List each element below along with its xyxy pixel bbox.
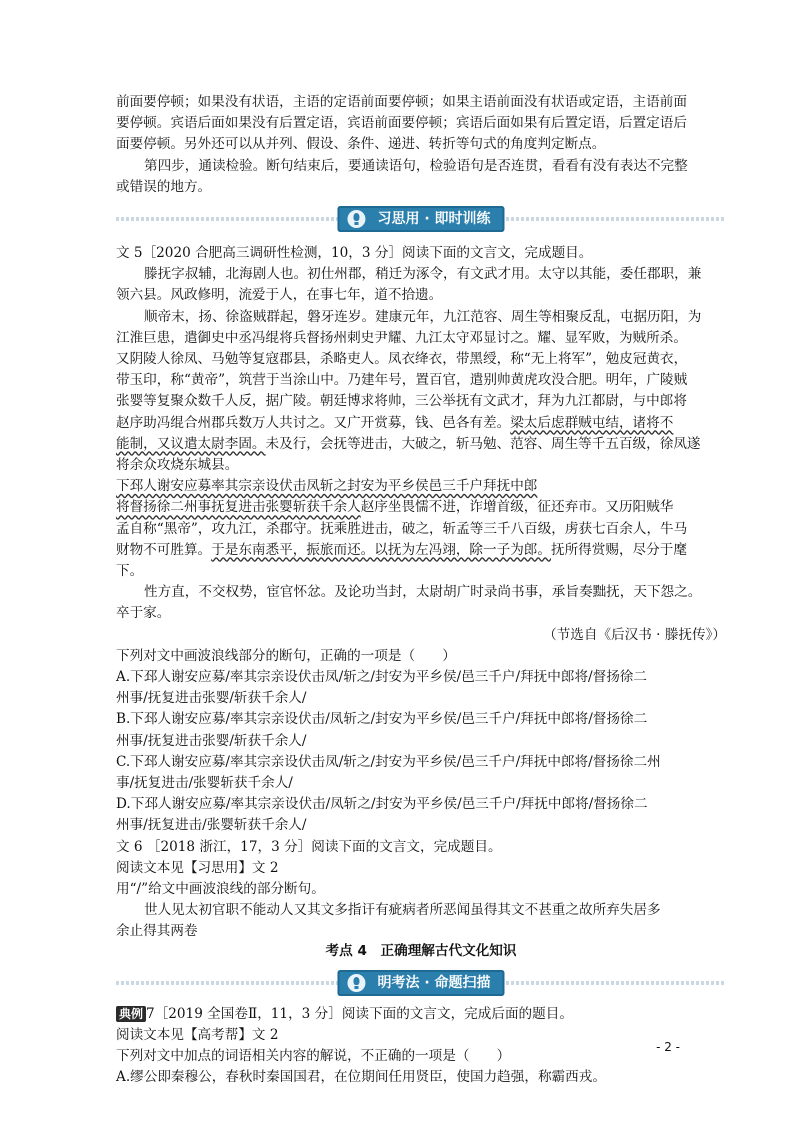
intro-line: 要停顿。宾语后面如果没有后置定语，宾语前面要停顿；宾语后面如果有后置定语，后置定语后 xyxy=(116,115,687,132)
banner-tab xyxy=(337,206,504,232)
q5-paragraph-line: 张婴等复聚众数千人反，据广陵。朝廷博求将帅，三公举抚有文武才，拜为九江都尉，与中郎将 xyxy=(116,393,687,410)
q5-option-d[interactable]: D.下邳人谢安应募/率其宗亲设伏击/凤斩之/封安为平乡侯/邑三千户/拜抚中郎将/督扬徐二 xyxy=(116,796,648,813)
q6-instruction: 用“/”给文中画波浪线的部分断句。 xyxy=(116,881,325,897)
q5-option-b-cont: 州事/抚复进击张婴/斩获千余人/ xyxy=(116,732,307,749)
q6-header: 文 6 ［2018 浙江，17，3 分］阅读下面的文言文，完成题目。 xyxy=(116,838,502,855)
ex7-header-text: 7［2019 全国卷Ⅱ，11，3 分］阅读下面的文言文，完成后面的题目。 xyxy=(146,1005,573,1022)
ex7-reference: 阅读文本见【高考帮】文 2 xyxy=(116,1027,279,1043)
q6-passage-line: 余止得其两卷 xyxy=(116,923,198,940)
q5-paragraph-line: 卒于家。 xyxy=(116,605,171,622)
q5-paragraph-line: 又阴陵人徐凤、马勉等复寇郡县，杀略吏人。凤衣绛衣，带黑绶，称“无上将军”，勉皮冠黄衣， xyxy=(116,351,688,367)
ex7-option-a[interactable]: A.缪公即秦穆公，春秋时秦国国君，在位期间任用贤臣，使国力趋强，称霸西戎。 xyxy=(116,1069,606,1086)
intro-line: 前面要停顿；如果没有状语，主语的定语前面要停顿；如果主语前面没有状语或定语，主语前面 xyxy=(116,94,687,110)
q5-paragraph-line: 领六县。风政修明，流爱于人，在事七年，道不拾遗。 xyxy=(116,287,443,304)
q5-question: 下列对文中画波浪线部分的断句，正确的一项是（ ） xyxy=(116,647,456,664)
plain-text: 抚所得赏赐，尽分于麾 xyxy=(551,541,687,558)
banner-label: 明考法 · 命题扫描 xyxy=(377,974,491,991)
banner-label: 习思用 · 即时训练 xyxy=(377,211,491,227)
example-badge: 典例 xyxy=(116,1006,146,1022)
plain-text: 未及行，会抚等进击，大破之，斩马勉、范容、周生等千五百级，徐凤遂 xyxy=(265,435,701,452)
banner-tab xyxy=(337,970,504,996)
q5-paragraph-line xyxy=(116,434,726,455)
intro-line: 面要停顿。另外还可以从并列、假设、条件、递进、转折等句式的角度判定断点。 xyxy=(116,136,606,153)
plain-text: 赵序坐畏懦不进，诈增首级，征还弃市。又历阳贼华 xyxy=(360,499,674,516)
q5-option-c[interactable]: C.下邳人谢安应募/率其宗亲设伏击凤/斩之/封安为平乡侯/邑三千户/拜抚中郎将/督扬徐二州 xyxy=(116,753,661,770)
ex7-question: 下列对文中加点的词语相关内容的解说，不正确的一项是（ ） xyxy=(116,1048,511,1065)
q5-option-b[interactable]: B.下邳人谢安应募/率其宗亲设伏击/凤斩之/封安为平乡侯/邑三千户/拜抚中郎将/督扬徐二 xyxy=(116,711,648,728)
q5-option-d-cont: 州事/抚复进击/张婴斩获千余人/ xyxy=(116,817,307,834)
q5-paragraph-line: 江淮巨患，遣御史中丞冯绲将兵督扬州刺史尹耀、九江太守邓显讨之。耀、显军败，为贼所杀。 xyxy=(116,329,687,346)
wavy-underlined-text: 于是东南悉平，振旅而还。以抚为左冯翊，除一子为郎。 xyxy=(211,541,551,558)
q5-paragraph-line xyxy=(116,476,726,497)
q5-paragraph-line xyxy=(116,540,726,561)
q5-paragraph-line: 滕抚字叔辅，北海剧人也。初仕州郡，稍迁为涿令，有文武才用。太守以其能，委任郡职，兼 xyxy=(144,266,702,283)
q5-option-a[interactable]: A.下邳人谢安应募/率其宗亲设伏击凤/斩之/封安为平乡侯/邑三千户/拜抚中郎将/督扬徐二 xyxy=(116,669,647,685)
q6-reference: 阅读文本见【习思用】文 2 xyxy=(116,859,279,876)
plain-text: 赵序助冯绲合州郡兵数万人共讨之。又广开赏募，钱、邑各有差。 xyxy=(116,414,511,431)
lightbulb-icon xyxy=(347,974,365,992)
q5-paragraph-line: 将余众攻烧东城县。 xyxy=(116,457,239,473)
step4-line: 第四步，通读检验。断句结束后，要通读语句，检验语句是否连贯，看看有没有表达不完整 xyxy=(144,157,688,174)
q5-header: 文 5［2020 合肥高三调研性检测，10，3 分］阅读下面的文言文，完成题目。 xyxy=(116,245,593,261)
q5-paragraph-line: 顺帝末，扬、徐盗贼群起，磐牙连岁。建康元年，九江范容、周生等相聚反乱，屯据历阳，为 xyxy=(144,308,702,325)
wavy-underlined-text: 能制，又议遣太尉李固。 xyxy=(116,435,266,452)
section-banner-practice xyxy=(116,206,726,232)
q5-paragraph-line: 性方直，不交权势，宦官怀忿。及论功当封，太尉胡广时录尚书事，承旨奏黜抚，天下怨之。 xyxy=(144,584,702,601)
q5-paragraph-line: 带玉印，称“黄帝”，筑营于当涂山中。乃建年号，置百官，遣别帅黄虎攻没合肥。明年，广陵贼 xyxy=(116,372,688,389)
wavy-underlined-text: 下邳人谢安应募率其宗亲设伏击凤斩之封安为平乡侯邑三千户拜抚中郎 xyxy=(116,478,538,495)
q5-option-a-cont: 州事/抚复进击张婴/斩获千余人/ xyxy=(116,690,307,707)
ex7-header xyxy=(116,1004,726,1025)
wavy-underlined-text: 将督扬徐二州事抚复进击张婴斩获千余人 xyxy=(116,499,361,516)
lightbulb-icon xyxy=(347,210,365,228)
q5-source: （节选自《后汉书 · 滕抚传》） xyxy=(543,626,726,643)
q5-paragraph-line: 孟自称“黑帝”，攻九江，杀郡守。抚乘胜进击，破之，斩孟等三千八百级，虏获七百余人，牛马 xyxy=(116,520,688,537)
page-number: - 2 - xyxy=(656,1040,680,1054)
step4-line: 或错误的地方。 xyxy=(116,178,212,195)
q5-option-c-cont: 事/抚复进击/张婴斩获千余人/ xyxy=(116,775,293,791)
plain-text: 财物不可胜算。 xyxy=(116,541,212,558)
q5-paragraph-line xyxy=(116,413,726,434)
section-banner-exam xyxy=(116,970,726,996)
section-title: 考点 4 正确理解古代文化知识 xyxy=(325,942,517,959)
q5-paragraph-line: 下。 xyxy=(116,563,144,579)
wavy-underlined-text: 梁太后虑群贼屯结，诸将不 xyxy=(510,414,674,431)
q6-passage-line: 世人见太初官职不能动人又其文多指讦有疵病者所恶闻虽得其文不甚重之故所弃失居多 xyxy=(144,902,661,919)
q5-paragraph-line xyxy=(116,497,726,518)
